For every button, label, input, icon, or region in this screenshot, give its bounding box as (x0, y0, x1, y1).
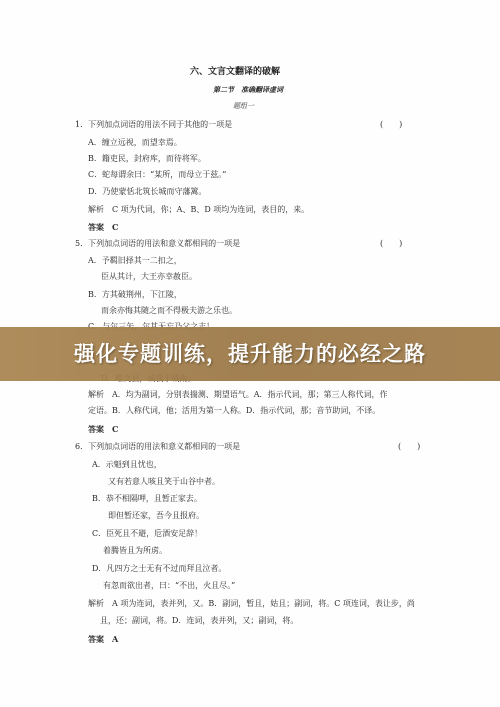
question-1-option-d: D．乃使蒙恬北筑长城而守藩篱。 (88, 187, 207, 196)
chapter-title: 六、文言文翻译的破解 (190, 67, 281, 77)
question-6-option-a: A．示魁到且忧也， (92, 460, 162, 469)
question-1-analysis: 解析 C 项为代词，你；A、B、D 项均为连词，表目的，来。 (88, 205, 310, 214)
question-5-analysis-line2: 定语。B．人称代词，他；活用为第一人称。D．指示代词，那；音节助词，不译。 (88, 406, 381, 415)
question-1-option-c: C．蛇每谓余曰：“某所，而母立于兹。” (88, 170, 227, 179)
question-6-option-b-line2: 即但暂还家，吾今且报府。 (108, 511, 204, 520)
question-5-stem: 5．下列加点词语的用法和意义都相同的一项是 (75, 239, 241, 248)
question-6-answer: 答案 A (88, 634, 119, 644)
question-5-option-a: A．予羁旧择其一二扣之， (88, 256, 182, 265)
question-1-answer: 答案 C (88, 222, 119, 232)
question-1-stem: 1．下列加点词语的用法不同于其他的一项是 (75, 120, 233, 129)
question-6-option-c: C．臣死且不避，卮酒安足辞！ (92, 529, 203, 538)
question-1-option-b: B．籍吏民，封府库，而待将军。 (88, 154, 206, 163)
question-5-option-a-line2: 臣从其计，大王亦幸赦臣。 (101, 272, 197, 281)
question-6-stem: 6．下列加点词语的用法和意义都相同的一项是 (75, 442, 241, 451)
question-6-analysis-line1: 解析 A 项为连词，表并列，又。B．副词，暂且，姑且；副词，将。C 项连词，表让步，尚 (88, 599, 415, 608)
question-5-answer: 答案 C (88, 424, 119, 434)
question-5-option-b-line2: 而余亦悔其随之而不得极夫游之乐也。 (101, 306, 237, 315)
question-1-option-a: A．缠立远视，而望幸焉。 (88, 138, 182, 147)
question-6-option-d-line2: 有忽而欲出者，曰：“不出，火且尽。” (103, 581, 236, 590)
question-6-option-d: D．凡四方之士无有不过而拜且泣者。 (92, 564, 227, 573)
question-6-option-a-line2: 又有若意人咳且笑于山谷中者。 (108, 477, 220, 486)
question-5-bracket: ( ) (380, 239, 403, 248)
question-1-bracket: ( ) (380, 120, 403, 129)
question-6-bracket: ( ) (398, 442, 421, 451)
section-title: 第二节 准确翻译虚词 (213, 85, 283, 94)
question-6-analysis-line2: 且，还；副词，将。D．连词，表并列，又；副词，将。 (100, 616, 299, 625)
question-5-option-b: B．方其破荆州，下江陵， (88, 290, 182, 299)
question-5-analysis-line1: 解析 A．均为副词，分别表揣测、期望语气。A．指示代词，那；第三人称代词，作 (88, 390, 388, 399)
subsection-title: 题组一 (233, 102, 254, 110)
banner-title: 强化专题训练，提升能力的必经之路 (74, 342, 426, 366)
question-6-option-b: B．恭不相隔呷，且暂正家去。 (92, 494, 202, 503)
question-6-option-c-line2: 着腾皆且为所虏。 (103, 546, 167, 555)
